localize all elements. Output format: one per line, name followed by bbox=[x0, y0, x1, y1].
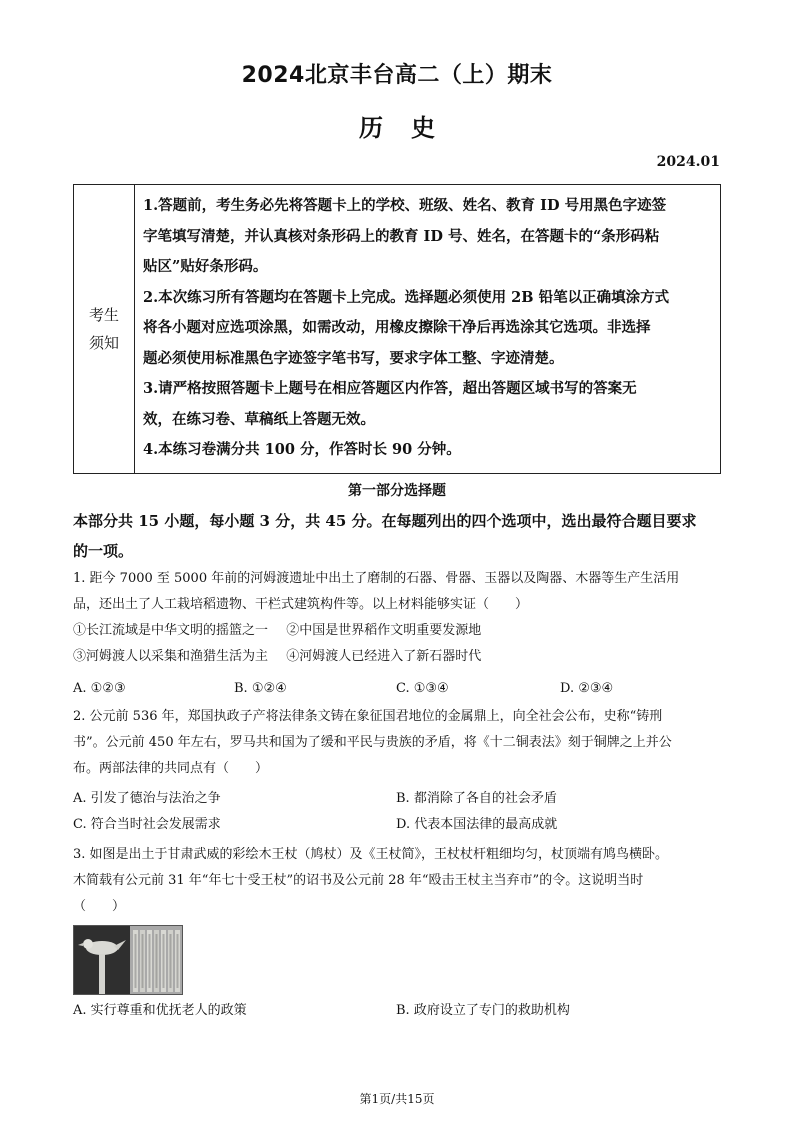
question-1-item: ④河姆渡人已经进入了新石器时代 bbox=[286, 649, 482, 664]
option-d[interactable]: D. ②③④ bbox=[560, 681, 614, 696]
question-1-item: ①长江流域是中华文明的摇篮之一 bbox=[73, 623, 269, 638]
subject-title: 历史 bbox=[359, 114, 463, 142]
notice-label bbox=[74, 185, 135, 473]
question-2-line: 布。两部法律的共同点有（ ） bbox=[73, 761, 269, 776]
notice-line: 2.本次练习所有答题均在答题卡上完成。选择题必须使用 2B 铅笔以正确填涂方式 bbox=[143, 288, 670, 306]
option-c[interactable]: C. ①③④ bbox=[396, 681, 449, 696]
notice-body bbox=[135, 185, 720, 473]
wooden-slips-image bbox=[130, 926, 182, 994]
section-intro-line: 的一项。 bbox=[73, 542, 134, 560]
question-2 bbox=[73, 704, 723, 782]
option-b[interactable]: B. 政府设立了专门的救助机构 bbox=[396, 1003, 570, 1018]
question-2-line: 书”。公元前 450 年左右，罗马共和国为了缓和平民与贵族的矛盾，将《十二铜表法》刻于铜牌之上并公 bbox=[73, 735, 672, 750]
section-intro bbox=[73, 506, 723, 566]
option-b[interactable]: B. ①②④ bbox=[234, 681, 287, 696]
question-1-line: 1. 距今 7000 至 5000 年前的河姆渡遗址中出土了磨制的石器、骨器、玉器以及陶器、木器等生产生活用 bbox=[73, 571, 680, 586]
option-a[interactable]: A. 引发了德治与法治之争 bbox=[73, 791, 221, 806]
notice-line: 字笔填写清楚，并认真核对条形码上的教育 ID 号、姓名，在答题卡的“条形码粘 bbox=[143, 227, 660, 245]
notice-line: 题必须使用标准黑色字迹签字笔书写，要求字体工整、字迹清楚。 bbox=[143, 349, 564, 367]
notice-line: 将各小题对应选项涂黑，如需改动，用橡皮擦除干净后再选涂其它选项。非选择 bbox=[143, 319, 651, 336]
section-title: 第一部分选择题 bbox=[348, 483, 446, 499]
question-3 bbox=[73, 842, 723, 920]
dove-staff-image bbox=[74, 926, 130, 994]
question-3-line: 3. 如图是出土于甘肃武威的彩绘木王杖（鸠杖）及《王杖简》，王杖杖杆粗细均匀，杖顶端有鸠鸟横卧。 bbox=[73, 847, 669, 862]
question-1-items-row bbox=[73, 618, 723, 644]
question-2-line: 2. 公元前 536 年，郑国执政子产将法律条文铸在象征国君地位的金属鼎上，向全社会公布，史称“铸刑 bbox=[73, 709, 663, 724]
notice-label-line2: 须知 bbox=[88, 334, 119, 352]
notice-line: 4.本练习卷满分共 100 分，作答时长 90 分钟。 bbox=[143, 441, 461, 458]
question-3-line: （ ） bbox=[73, 899, 126, 914]
question-1 bbox=[73, 566, 723, 670]
question-3-figure bbox=[73, 925, 183, 995]
question-1-line: 品，还出土了人工栽培稻遗物、干栏式建筑构件等。以上材料能够实证（ ） bbox=[73, 597, 529, 612]
wooden-slips-illustration bbox=[130, 926, 182, 994]
page-number: 第1页/共15页 bbox=[359, 1092, 435, 1106]
notice-line: 效，在练习卷、草稿纸上答题无效。 bbox=[143, 410, 375, 428]
section-intro-line: 本部分共 15 小题，每小题 3 分，共 45 分。在每题列出的四个选项中，选出最符合题目要求 bbox=[73, 512, 697, 530]
option-b[interactable]: B. 都消除了各自的社会矛盾 bbox=[396, 791, 557, 806]
notice-line: 贴区”贴好条形码。 bbox=[143, 258, 268, 275]
question-1-item: ②中国是世界稻作文明重要发源地 bbox=[286, 623, 482, 638]
question-1-item: ③河姆渡人以采集和渔猎生活为主 bbox=[73, 649, 269, 664]
notice-line: 1.答题前，考生务必先将答题卡上的学校、班级、姓名、教育 ID 号用黑色字迹签 bbox=[143, 197, 667, 214]
notice-line: 3.请严格按照答题卡上题号在相应答题区内作答，超出答题区域书写的答案无 bbox=[143, 380, 637, 397]
option-a[interactable]: A. ①②③ bbox=[73, 681, 126, 696]
question-1-items-row bbox=[73, 644, 723, 670]
notice-label-line1: 考生 bbox=[88, 306, 119, 324]
question-3-line: 木简载有公元前 31 年“年七十受王杖”的诏书及公元前 28 年“殴击王杖主当弃市”的令。这说明当时 bbox=[73, 873, 644, 888]
option-c[interactable]: C. 符合当时社会发展需求 bbox=[73, 817, 221, 832]
dove-staff-illustration bbox=[74, 926, 130, 994]
notice-box bbox=[73, 184, 721, 474]
exam-title: 2024北京丰台高二（上）期末 bbox=[241, 63, 553, 88]
exam-date: 2024.01 bbox=[656, 154, 720, 170]
option-d[interactable]: D. 代表本国法律的最高成就 bbox=[396, 817, 558, 832]
option-a[interactable]: A. 实行尊重和优抚老人的政策 bbox=[73, 1003, 247, 1018]
